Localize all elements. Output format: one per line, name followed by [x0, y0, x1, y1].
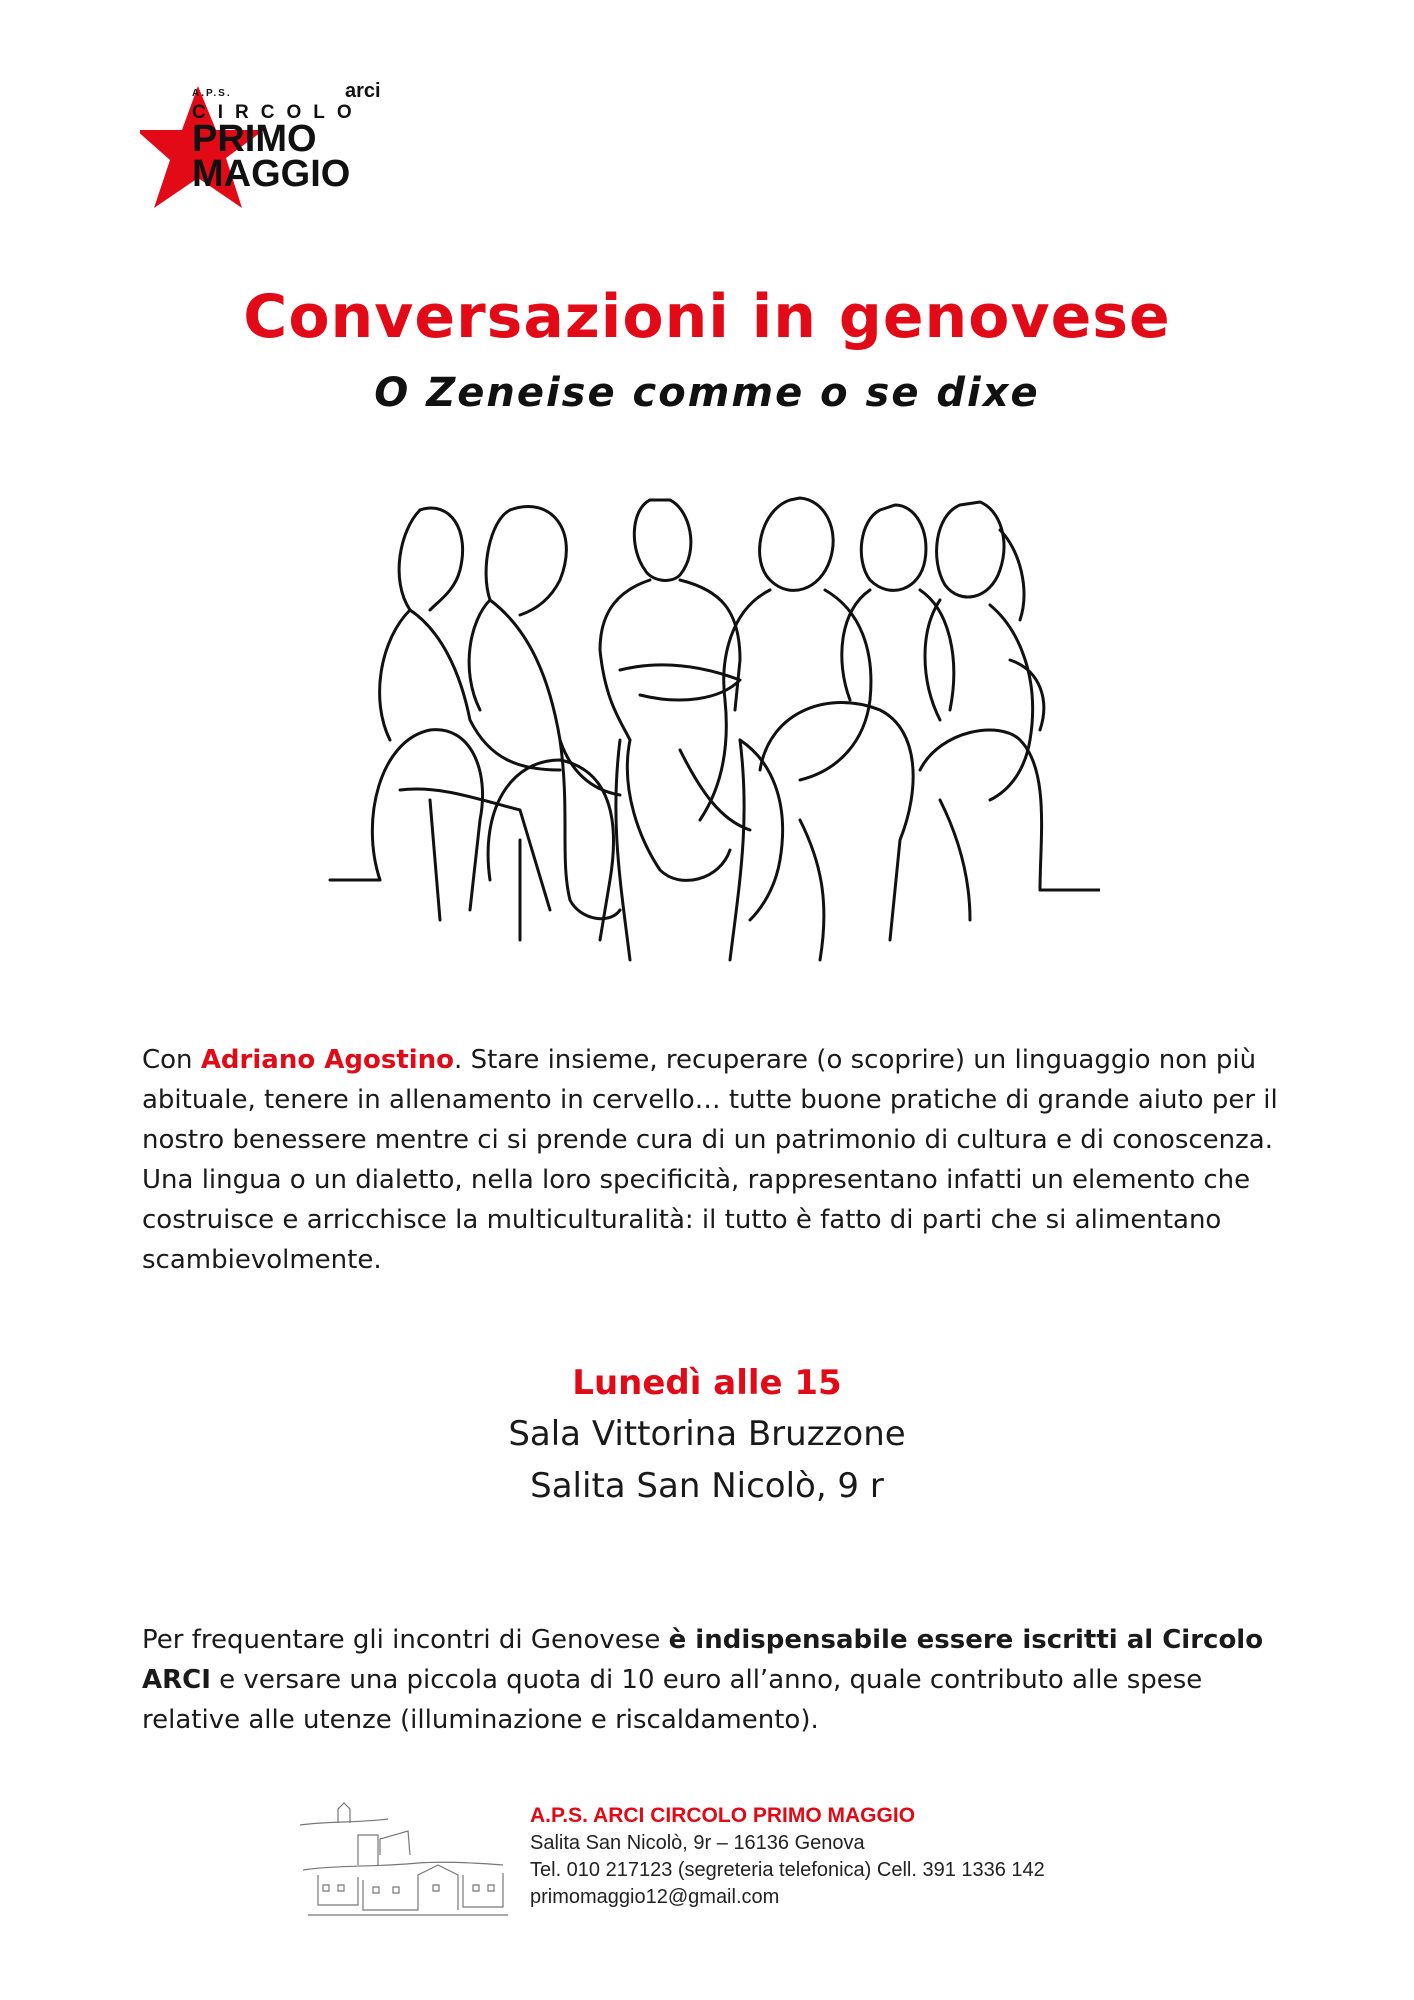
note-part-1: Per frequentare gli incontri di Genovese: [142, 1625, 669, 1655]
logo-circolo-text: CIRCOLO: [192, 102, 364, 123]
schedule-venue: Sala Vittorina Bruzzone: [508, 1414, 906, 1454]
logo-aps-text: A.P.S.: [192, 88, 232, 99]
schedule-address: Salita San Nicolò, 9 r: [530, 1466, 884, 1506]
speaker-name: Adriano Agostino: [200, 1045, 455, 1075]
town-sketch-icon: [298, 1795, 510, 1920]
logo-arci-text: arci: [345, 80, 381, 102]
footer-contact: [530, 1802, 1045, 1911]
note-part-2: e versare una piccola quota di 10 euro all’anno, quale contributo alle spese relative alle utenze (illuminazione e riscaldamento).: [142, 1665, 1203, 1735]
intro-paragraph-2: Una lingua o un dialetto, nella loro specificità, rappresentano infatti un elemento che costruisce e arricchisce la multiculturalità: il tutto è fatto di parti che si alimentano scambievolmente.: [142, 1165, 1251, 1275]
footer-address: Salita San Nicolò, 9r – 16136 Genova: [530, 1832, 865, 1854]
intro-paragraph-1: [142, 1040, 1282, 1160]
intro-paragraph-1-text: . Stare insieme, recuperare (o scoprire) un linguaggio non più abituale, tenere in allenamento in cervello… tutte buone pratiche di grande aiuto per il nostro benessere mentre ci si prende cura di un patrimonio di cultura e di conoscenza.: [142, 1045, 1278, 1155]
footer-email: primomaggio12@gmail.com: [530, 1886, 780, 1908]
membership-note: [142, 1620, 1282, 1740]
people-circle-illustration: [320, 440, 1100, 980]
footer-phone: Tel. 010 217123 (segreteria telefonica) Cell. 391 1336 142: [530, 1859, 1045, 1881]
logo-primo-text: PRIMO: [192, 118, 317, 160]
page-title: Conversazioni in genovese: [243, 282, 1171, 352]
genova-sketch-image: [298, 1795, 510, 1920]
footer-org-name: A.P.S. ARCI CIRCOLO PRIMO MAGGIO: [530, 1804, 916, 1827]
logo-maggio-text: MAGGIO: [192, 153, 351, 195]
intro-prefix: Con: [142, 1045, 201, 1075]
intro-text: [142, 1040, 1282, 1280]
circolo-logo: [140, 62, 400, 222]
page-subtitle: O Zeneise comme o se dixe: [374, 370, 1040, 416]
schedule-when: Lunedì alle 15: [572, 1363, 842, 1403]
note-bold: è indispensabile essere iscritti al Circolo ARCI: [142, 1625, 1264, 1695]
people-circle-line-drawing-icon: [320, 440, 1100, 980]
